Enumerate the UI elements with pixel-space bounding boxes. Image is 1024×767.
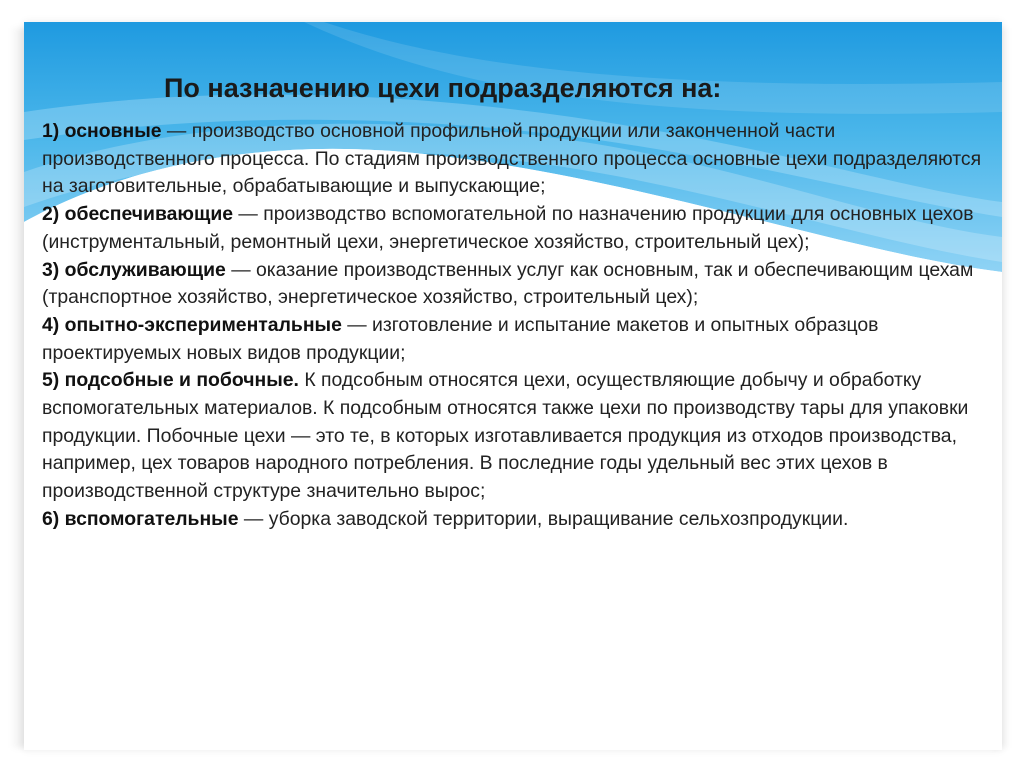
list-item bbox=[42, 367, 992, 506]
list-item bbox=[42, 201, 992, 256]
slide-content bbox=[24, 22, 1002, 750]
list-item bbox=[42, 257, 992, 312]
item-text: — оказание производственных услуг как основным, так и обеспечивающим цехам (транспортное хозяйство, энергетическое хозяйство, строительный цех); bbox=[42, 258, 974, 309]
item-label: 3) обслуживающие bbox=[42, 258, 226, 281]
slide-title: По назначению цехи подразделяются на: bbox=[164, 73, 722, 103]
item-label: 5) подсобные и побочные. bbox=[42, 369, 299, 392]
item-label: 4) опытно-экспериментальные bbox=[42, 313, 342, 336]
list-item bbox=[42, 506, 992, 534]
slide-body bbox=[42, 118, 992, 534]
item-label: 1) основные bbox=[42, 120, 162, 142]
item-text: — производство основной профильной продукции или законченной части производственного процесса. По стадиям производственного процесса основные цехи подразделяются на заготовительные, обрабатывающие и выпускающие; bbox=[42, 120, 982, 198]
item-label: 2) обеспечивающие bbox=[42, 203, 234, 226]
item-text: К подсобным относятся цехи, осуществляющие добычу и обработку вспомогательных материалов. К подсобным относятся также цехи по производству тары для упаковки продукции. Побочные цехи — это те, в которых изготавливается продукция из отходов производства, например, цех товаров народного потребления. В последние годы удельный вес этих цехов в производственной структуре значительно вырос; bbox=[42, 369, 969, 503]
item-text: — изготовление и испытание макетов и опытных образцов проектируемых новых видов продукции; bbox=[42, 313, 879, 364]
item-text: — производство вспомогательной по назначению продукции для основных цехов (инструментальный, ремонтный цехи, энергетическое хозяйство, строительный цех); bbox=[42, 203, 974, 253]
item-text: — уборка заводской территории, выращивание сельхозпродукции. bbox=[238, 507, 849, 530]
list-item bbox=[42, 312, 992, 367]
list-item bbox=[42, 118, 992, 201]
item-label: 6) вспомогательные bbox=[42, 507, 239, 530]
slide bbox=[24, 22, 1002, 750]
